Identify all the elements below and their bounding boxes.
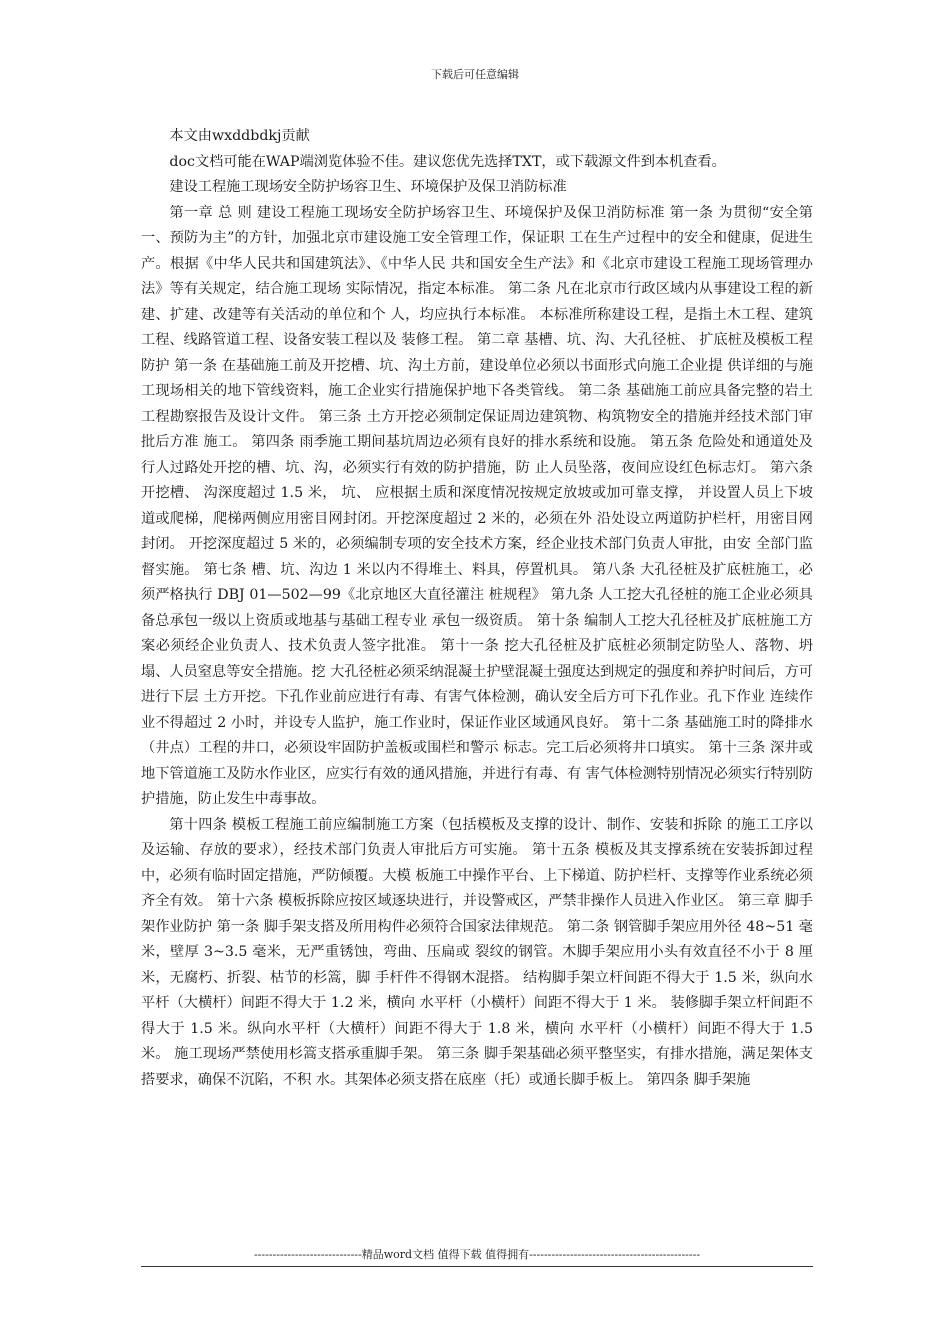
footer-divider xyxy=(141,1266,813,1267)
page-footer: -----------------------------精品word文档 值得下载 值得拥有---------------------------------------------- xyxy=(253,1248,701,1261)
document-body xyxy=(141,124,813,1093)
body-paragraph: 第一章 总 则 建设工程施工现场安全防护场容卫生、环境保护及保卫消防标准 第一条 为贯彻“安全第一、预防为主”的方针，加强北京市建设施工安全管理工作，保证职 工在生产过程中的安全和健康，促进生产。根据《中华人民共和国建筑法》、《中华人民 共和国安全生产法》和《北京市建设工程施工现场管理办法》等有关规定，结合施工现场 实际情况，指定本标准。 第二条 凡在北京市行政区域内从事建设工程的新建、扩建、改建等有关活动的单位和个 人，均应执行本标准。 本标准所称建设工程，是指土木工程、建筑工程、线路管道工程、设备安装工程以及 装修工程。 第二章 基槽、坑、沟、大孔径桩、 扩底桩及模板工程防护 第一条 在基础施工前及开挖槽、坑、沟土方前，建设单位必须以书面形式向施工企业提 供详细的与施工现场相关的地下管线资料，施工企业实行措施保护地下各类管线。 第二条 基础施工前应具备完整的岩土工程勘察报告及设计文件。 第三条 土方开挖必须制定保证周边建筑物、构筑物安全的措施并经技术部门审批后方准 施工。 第四条 雨季施工期间基坑周边必须有良好的排水系统和设施。 第五条 危险处和通道处及行人过路处开挖的槽、坑、沟，必须实行有效的防护措施，防 止人员坠落，夜间应设红色标志灯。 第六条 开挖槽、 沟深度超过 1.5 米， 坑、 应根据土质和深度情况按规定放坡或加可靠支撑， 并设置人员上下坡道或爬梯，爬梯两侧应用密目网封闭。开挖深度超过 2 米的，必须在外 沿处设立两道防护栏杆，用密目网封闭。 开挖深度超过 5 米的，必须编制专项的安全技术方案，经企业技术部门负责人审批，由安 全部门监督实施。 第七条 槽、坑、沟边 1 米以内不得堆土、料具，停置机具。 第八条 大孔径桩及扩底桩施工，必须严格执行 DBJ 01—502—99《北京地区大直径灌注 桩规程》 第九条 人工挖大孔径桩的施工企业必须具备总承包一级以上资质或地基与基础工程专业 承包一级资质。 第十条 编制人工挖大孔径桩及扩底桩施工方案必须经企业负责人、技术负责人签字批准。 第十一条 挖大孔径桩及扩底桩必须制定防坠人、落物、坍塌、人员窒息等安全措施。挖 大孔径桩必须采纳混凝土护壁混凝土强度达到规定的强度和养护时间后，方可进行下层 土方开挖。下孔作业前应进行有毒、有害气体检测，确认安全后方可下孔作业。孔下作业 连续作业不得超过 2 小时，并设专人监护，施工作业时，保证作业区域通风良好。 第十二条 基础施工时的降排水（井点）工程的井口，必须设牢固防护盖板或围栏和警示 标志。完工后必须将井口填实。 第十三条 深井或地下管道施工及防水作业区，应实行有效的通风措施，并进行有毒、有 害气体检测特别情况必须实行特别防护措施，防止发生中毒事故。 xyxy=(141,204,813,807)
notice-line: doc文档可能在WAP端浏览体验不佳。建议您优先选择TXT，或下载源文件到本机查看。 xyxy=(169,153,726,170)
page-header: 下载后可任意编辑 xyxy=(431,68,519,81)
document-title: 建设工程施工现场安全防护场容卫生、环境保护及保卫消防标准 xyxy=(169,179,567,195)
contributor-line: 本文由wxddbdkj贡献 xyxy=(169,128,310,144)
body-paragraph: 第十四条 模板工程施工前应编制施工方案（包括模板及支撑的设计、制作、安装和拆除 的施工工序以及运输、存放的要求），经技术部门负责人审批后方可实施。 第十五条 模板及其支撑系统在安装拆卸过程中，必须有临时固定措施，严防倾覆。大模 板施工中操作平台、上下梯道、防护栏杆、支撑等作业系统必须齐全有效。 第十六条 模板拆除应按区域逐块进行，并设警戒区，严禁非操作人员进入作业区。 第三章 脚手架作业防护 第一条 脚手架支搭及所用构件必须符合国家法律规范。 第二条 钢管脚手架应用外径 48~51 毫米，壁厚 3~3.5 毫米，无严重锈蚀，弯曲、压扁或 裂纹的钢管。木脚手架应用小头有效直径不小于 8 厘米，无腐朽、折裂、枯节的杉篙，脚 手杆件不得钢木混搭。 结构脚手架立杆间距不得大于 1.5 米，纵向水平杆（大横杆）间距不得大于 1.2 米，横向 水平杆（小横杆）间距不得大于 1 米。 装修脚手架立杆间距不得大于 1.5 米。纵向水平杆（大横杆）间距不得大于 1.8 米，横向 水平杆（小横杆）间距不得大于 1.5 米。 施工现场严禁使用杉篙支搭承重脚手架。 第三条 脚手架基础必须平整坚实，有排水措施，满足架体支搭要求，确保不沉陷，不积 水。其架体必须支搭在底座（托）或通长脚手板上。 第四条 脚手架施 xyxy=(141,816,813,1088)
